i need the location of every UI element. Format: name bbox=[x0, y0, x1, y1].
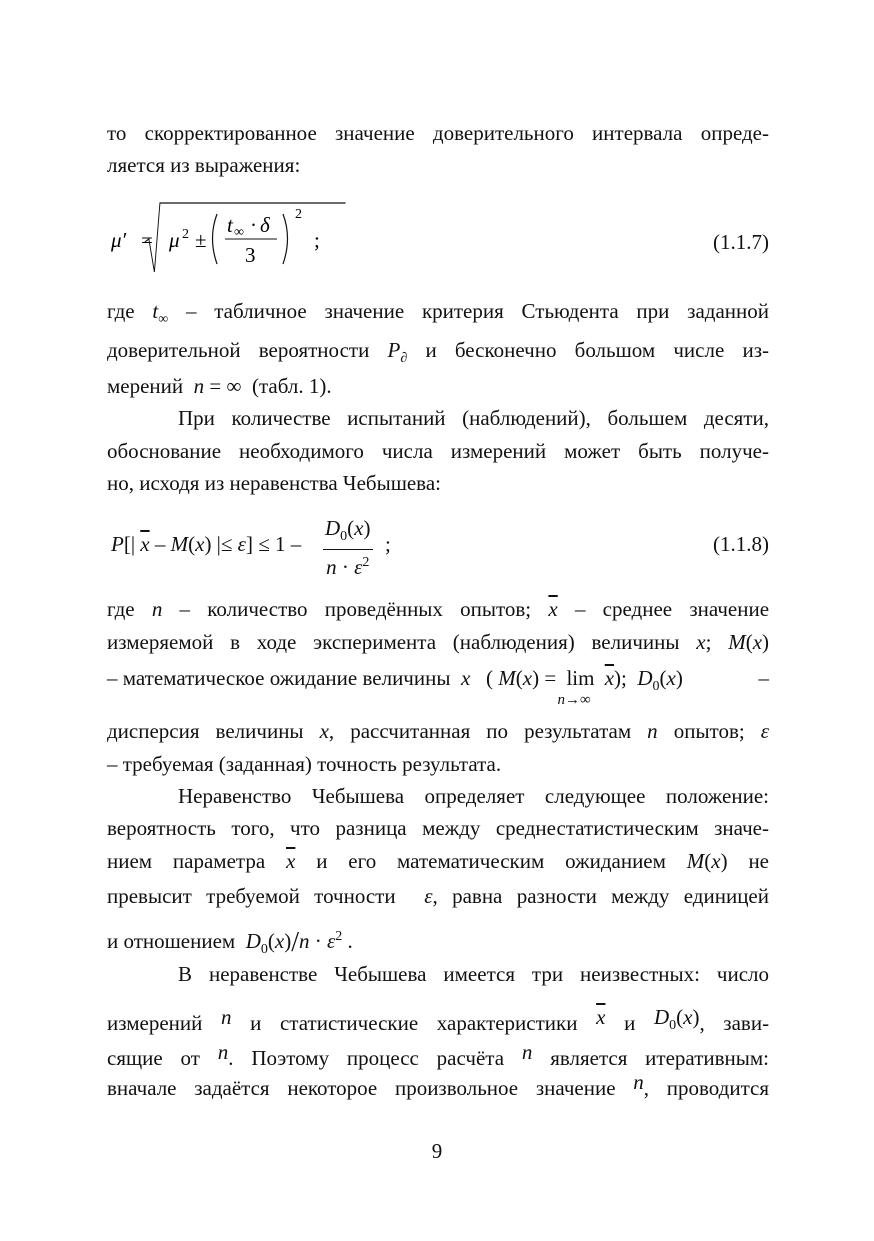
semicolon: ; bbox=[385, 532, 391, 556]
svg-text:∞: ∞ bbox=[234, 225, 244, 240]
text: мерений bbox=[107, 374, 184, 398]
text-line-1 bbox=[107, 120, 769, 146]
text: . Поэтому процесс расчёта bbox=[228, 1046, 505, 1070]
svg-text:3: 3 bbox=[245, 243, 256, 267]
text: – среднее значение bbox=[574, 597, 770, 621]
equation-number: (1.1.8) bbox=[713, 532, 769, 556]
text: – количество проведённых опытов; bbox=[179, 597, 532, 621]
text: При количестве испытаний (наблюдений), большем десяти, bbox=[178, 406, 769, 430]
text-line-14 bbox=[178, 783, 769, 809]
symbol-x: x bbox=[696, 630, 706, 654]
formula-limit: ( M(x) = lim n→∞ $\overline{x}$); bbox=[480, 666, 633, 708]
text: доверительной вероятности bbox=[107, 338, 370, 362]
text: то скорректированное значение доверительного интервала опреде- bbox=[107, 121, 769, 145]
text: Неравенство Чебышева определяет следующее положение: bbox=[178, 784, 769, 808]
symbol-x: x bbox=[319, 719, 329, 743]
text: где bbox=[107, 597, 135, 621]
text-line-6 bbox=[178, 405, 769, 431]
text-line-20 bbox=[107, 1004, 769, 1039]
text: где bbox=[107, 299, 135, 323]
text: дисперсия величины bbox=[107, 719, 304, 743]
text-line-5 bbox=[107, 373, 769, 399]
symbol-t-inf: $t_\infty$ bbox=[152, 299, 169, 327]
text-line-11: – математическое ожидание величины x ( M(x) = lim n→∞ $\overline{x}$); $D_0(x)$ – bbox=[107, 666, 769, 708]
text-line-15 bbox=[107, 815, 769, 841]
text: , рассчитанная по результатам bbox=[328, 719, 632, 743]
text: , зави- bbox=[699, 1011, 770, 1035]
text-line-7 bbox=[107, 438, 769, 464]
symbol-n-inf: n = ∞ bbox=[188, 374, 242, 398]
text: и его математическим ожиданием bbox=[316, 849, 666, 873]
equation-1-1-8 bbox=[107, 512, 769, 582]
symbol-x-bar: $\overline{x}$ bbox=[596, 1005, 606, 1029]
svg-text:·: · bbox=[250, 213, 257, 237]
text: (табл. 1). bbox=[251, 374, 332, 398]
symbol-n: n bbox=[647, 719, 658, 743]
text-line-10: измеряемой в ходе эксперимента (наблюдения) величины x; M(x) bbox=[107, 630, 770, 654]
text: и bbox=[624, 1011, 636, 1035]
text: В неравенстве Чебышева имеется три неизвестных: число bbox=[178, 962, 769, 986]
equation-number: (1.1.7) bbox=[713, 230, 769, 254]
text: измерений bbox=[107, 1011, 203, 1035]
text: вероятность того, что разница между среднестатистическим значе- bbox=[107, 816, 769, 840]
text-line-18: и отношением $D_0(x)/n \cdot \varepsilon^2$ . bbox=[107, 927, 353, 958]
text: – требуемая (заданная) точность результата. bbox=[107, 752, 502, 776]
symbol-x: x bbox=[455, 666, 476, 690]
symbol-n: n bbox=[217, 1040, 229, 1064]
text: но, исходя из неравенства Чебышева: bbox=[107, 471, 441, 495]
svg-text:2: 2 bbox=[295, 207, 302, 222]
text-line-17 bbox=[107, 883, 769, 909]
svg-text:=: = bbox=[141, 228, 153, 252]
text-line-21 bbox=[107, 1039, 769, 1071]
text-line-8 bbox=[107, 470, 769, 496]
text-line-16 bbox=[107, 848, 769, 874]
symbol-epsilon: ε bbox=[409, 884, 433, 908]
symbol-n: n bbox=[521, 1040, 533, 1064]
formula-fraction: $\frac{D_0(x)}{n \cdot \varepsilon^2}$ bbox=[325, 516, 371, 579]
text: , проводится bbox=[643, 1076, 769, 1100]
symbol-p-d: $P_\partial$ bbox=[387, 338, 408, 366]
text: сящие от bbox=[107, 1046, 200, 1070]
symbol-x-bar: $\overline{x}$ bbox=[548, 597, 558, 621]
formula-chebyshev: P[| $\overline{x} - M(x)$ |≤ ε] ≤ 1 – bbox=[111, 532, 302, 556]
svg-text:;: ; bbox=[314, 228, 320, 252]
text: обоснование необходимого числа измерений может быть получе- bbox=[107, 439, 769, 463]
page-number: 9 bbox=[431, 1139, 443, 1163]
text: ляется из выражения: bbox=[107, 153, 301, 177]
text: измеряемой в ходе эксперимента (наблюдения) величины bbox=[107, 630, 680, 654]
symbol-m-x: M(x) bbox=[686, 849, 728, 873]
symbol-d0-x: $D_0(x)$ bbox=[653, 1005, 700, 1033]
text-line-19 bbox=[178, 961, 769, 987]
svg-text:μ: μ bbox=[169, 228, 180, 252]
svg-text:t: t bbox=[227, 213, 233, 237]
text: превысит требуемой точности bbox=[107, 884, 396, 908]
text-line-12 bbox=[107, 718, 769, 744]
text: нием параметра bbox=[107, 849, 266, 873]
text: – математическое ожидание величины bbox=[107, 666, 451, 690]
symbol-n: n bbox=[633, 1070, 644, 1094]
text-line-9 bbox=[107, 596, 769, 622]
text: , равна разности между единицей bbox=[432, 884, 769, 908]
text: не bbox=[748, 849, 769, 873]
svg-text:±: ± bbox=[195, 228, 207, 252]
svg-text:μ′: μ′ bbox=[111, 228, 127, 252]
text-line-13 bbox=[107, 751, 769, 777]
symbol-d0-x: $D_0(x)$ bbox=[637, 666, 683, 694]
text-line-3 bbox=[107, 298, 769, 333]
text-line-4 bbox=[107, 337, 769, 372]
text-line-22 bbox=[107, 1069, 769, 1101]
symbol-n: n bbox=[151, 597, 163, 621]
text-line-2 bbox=[107, 152, 769, 178]
text: и бесконечно большом числе из- bbox=[425, 338, 769, 362]
text: является итеративным: bbox=[550, 1046, 769, 1070]
svg-text:δ: δ bbox=[260, 213, 270, 237]
equation-1-1-7 bbox=[107, 200, 769, 280]
formula-mu-prime bbox=[107, 200, 347, 278]
text: и отношением bbox=[107, 929, 236, 953]
symbol-m-x: M(x) bbox=[728, 630, 770, 654]
text: – табличное значение критерия Стьюдента при заданной bbox=[185, 299, 769, 323]
text: опытов; bbox=[673, 719, 745, 743]
symbol-epsilon: ε bbox=[760, 719, 770, 743]
svg-text:2: 2 bbox=[182, 227, 189, 242]
text: и статистические характеристики bbox=[250, 1011, 578, 1035]
symbol-x-bar: $\overline{x}$ bbox=[286, 849, 296, 873]
text: вначале задаётся некоторое произвольное значение bbox=[107, 1076, 616, 1100]
symbol-n: n bbox=[221, 1005, 232, 1029]
formula-ratio: $D_0(x)/n \cdot \varepsilon^2$ bbox=[240, 927, 343, 958]
